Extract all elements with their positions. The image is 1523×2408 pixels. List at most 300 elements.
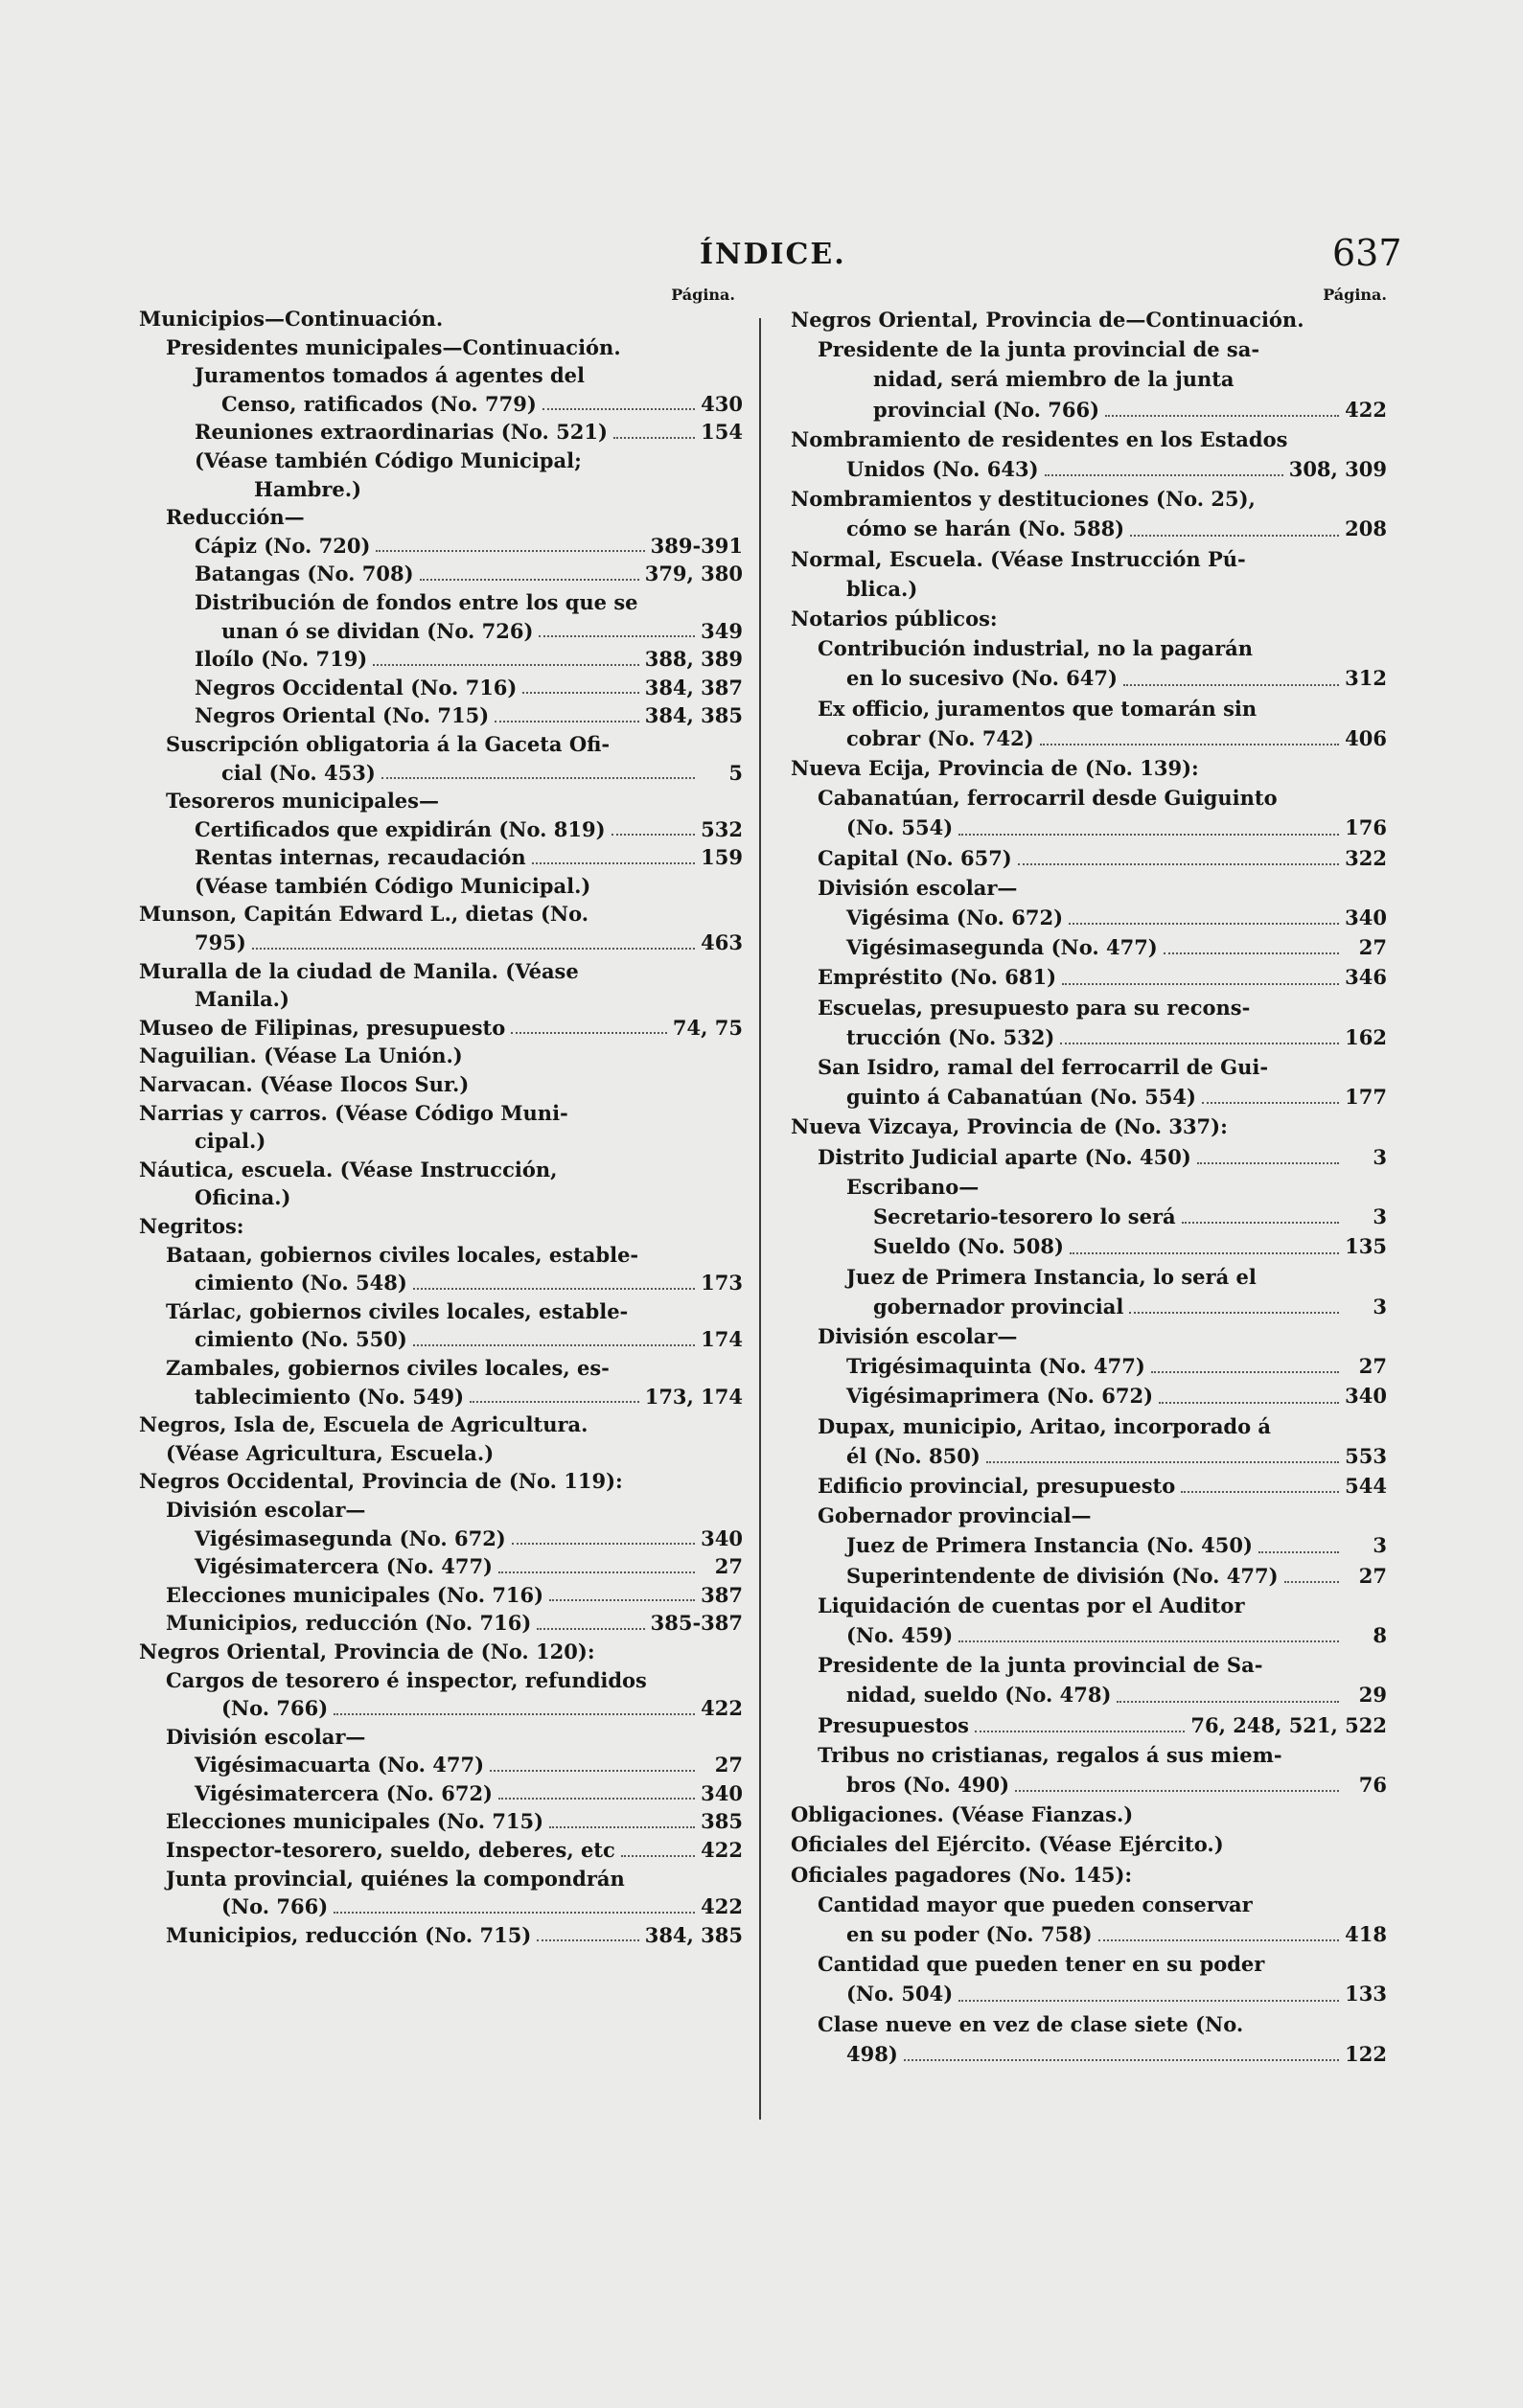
dot-leader bbox=[1105, 415, 1339, 417]
entry-text: Tribus no cristianas, regalos á sus miem- bbox=[818, 1742, 1282, 1767]
index-entry bbox=[139, 985, 743, 1014]
index-entry bbox=[791, 1441, 1387, 1471]
index-entry bbox=[139, 1552, 743, 1581]
index-entry bbox=[791, 1142, 1387, 1172]
index-entry bbox=[139, 1410, 743, 1439]
entry-text: San Isidro, ramal del ferrocarril de Gui- bbox=[818, 1055, 1269, 1080]
entry-page-ref: 159 bbox=[701, 845, 743, 870]
index-entry bbox=[791, 604, 1387, 633]
index-entry bbox=[791, 1829, 1387, 1859]
entry-page-ref: 176 bbox=[1345, 815, 1387, 840]
entry-text: Cantidad que pueden tener en su poder bbox=[818, 1952, 1265, 1977]
entry-text: Cápiz (No. 720) bbox=[195, 533, 371, 558]
entry-text: Negros Occidental (No. 716) bbox=[195, 675, 518, 699]
index-entry bbox=[139, 674, 743, 702]
entry-text: División escolar— bbox=[166, 1724, 366, 1749]
entry-text: Manila.) bbox=[195, 987, 289, 1012]
entry-text: en lo sucesivo (No. 647) bbox=[846, 666, 1118, 691]
entry-page-ref: 174 bbox=[701, 1327, 743, 1352]
dot-leader bbox=[613, 437, 695, 439]
entry-text: bros (No. 490) bbox=[846, 1772, 1010, 1797]
entry-text: Liquidación de cuentas por el Auditor bbox=[818, 1593, 1245, 1617]
index-entry bbox=[791, 723, 1387, 753]
entry-text: provincial (No. 766) bbox=[873, 397, 1100, 422]
entry-text: 795) bbox=[195, 930, 246, 955]
entry-text: Escuelas, presupuesto para su recons- bbox=[818, 995, 1251, 1020]
entry-page-ref: 422 bbox=[701, 1696, 743, 1721]
index-entry bbox=[791, 1202, 1387, 1231]
dot-leader bbox=[1040, 744, 1339, 745]
dot-leader bbox=[1197, 1162, 1339, 1164]
index-entry bbox=[791, 1890, 1387, 1919]
entry-page-ref: 322 bbox=[1345, 845, 1387, 870]
entry-text: cimiento (No. 550) bbox=[195, 1327, 407, 1352]
dot-leader bbox=[1015, 1790, 1339, 1792]
entry-page-ref: 388, 389 bbox=[644, 647, 743, 672]
entry-text: Junta provincial, quiénes la compondrán bbox=[166, 1866, 625, 1891]
entry-text: Elecciones municipales (No. 716) bbox=[166, 1582, 544, 1607]
entry-text: Trigésimaquinta (No. 477) bbox=[846, 1354, 1145, 1379]
index-entry bbox=[139, 1666, 743, 1695]
dot-leader bbox=[532, 862, 695, 864]
index-entry bbox=[139, 560, 743, 588]
entry-text: guinto á Cabanatúan (No. 554) bbox=[846, 1085, 1196, 1110]
index-entry bbox=[139, 1609, 743, 1638]
index-entry bbox=[791, 1411, 1387, 1441]
entry-text: Vigésimasegunda (No. 477) bbox=[846, 935, 1158, 960]
entry-text: 498) bbox=[846, 2041, 898, 2066]
entry-page-ref: 27 bbox=[1358, 1563, 1387, 1588]
index-entry bbox=[139, 645, 743, 674]
index-entry bbox=[791, 783, 1387, 813]
entry-text: Muralla de la ciudad de Manila. (Véase bbox=[139, 958, 579, 983]
index-entry bbox=[139, 1325, 743, 1354]
entry-text: Iloílo (No. 719) bbox=[195, 647, 368, 672]
entry-text: tablecimiento (No. 549) bbox=[195, 1384, 465, 1409]
entry-page-ref: 340 bbox=[701, 1525, 743, 1550]
running-title: ÍNDICE. bbox=[700, 238, 846, 271]
entry-text: Presidente de la junta provincial de sa- bbox=[818, 337, 1260, 362]
index-entry bbox=[791, 1770, 1387, 1800]
entry-text: División escolar— bbox=[818, 1323, 1018, 1348]
entry-text: Presidente de la junta provincial de Sa- bbox=[818, 1653, 1263, 1678]
index-entry bbox=[139, 759, 743, 788]
entry-page-ref: 154 bbox=[701, 420, 743, 445]
dot-leader bbox=[1018, 863, 1339, 865]
entry-text: cómo se harán (No. 588) bbox=[846, 516, 1125, 541]
entry-text: Vigésimaprimera (No. 672) bbox=[846, 1384, 1154, 1409]
entry-text: Zambales, gobiernos civiles locales, es- bbox=[166, 1355, 610, 1380]
entry-page-ref: 29 bbox=[1358, 1683, 1387, 1708]
entry-text: Obligaciones. (Véase Fianzas.) bbox=[791, 1802, 1134, 1827]
dot-leader bbox=[537, 1939, 638, 1941]
index-entry bbox=[139, 1694, 743, 1723]
index-entry bbox=[791, 1351, 1387, 1381]
index-entry bbox=[139, 1269, 743, 1297]
index-entry bbox=[791, 424, 1387, 454]
dot-leader bbox=[334, 1713, 695, 1715]
index-entry bbox=[791, 1979, 1387, 2008]
entry-text: División escolar— bbox=[166, 1497, 366, 1522]
index-entry bbox=[139, 1723, 743, 1752]
entry-text: Cargos de tesorero é inspector, refundidos bbox=[166, 1667, 647, 1692]
index-entry bbox=[139, 1212, 743, 1241]
index-entry bbox=[791, 544, 1387, 574]
entry-text: Censo, ratificados (No. 779) bbox=[221, 391, 537, 416]
entry-text: Negros, Isla de, Escuela de Agricultura. bbox=[139, 1412, 588, 1437]
entry-text: Negritos: bbox=[139, 1214, 244, 1238]
page-header bbox=[0, 232, 1523, 280]
entry-text: Edificio provincial, presupuesto bbox=[818, 1473, 1176, 1498]
index-entry bbox=[139, 957, 743, 986]
index-entry bbox=[139, 1921, 743, 1950]
dot-leader bbox=[1164, 952, 1339, 954]
index-entry bbox=[791, 633, 1387, 663]
index-entry bbox=[139, 1354, 743, 1383]
entry-page-ref: 463 bbox=[701, 930, 743, 955]
index-entry bbox=[791, 1381, 1387, 1410]
entry-page-ref: 340 bbox=[1345, 906, 1387, 930]
entry-page-ref: 3 bbox=[1373, 1533, 1387, 1558]
index-entry bbox=[791, 1172, 1387, 1202]
index-entry bbox=[139, 701, 743, 730]
entry-text: Sueldo (No. 508) bbox=[873, 1234, 1064, 1259]
dot-leader bbox=[1117, 1701, 1339, 1703]
index-entry bbox=[791, 1680, 1387, 1709]
entry-page-ref: 389-391 bbox=[650, 533, 743, 558]
entry-text: Negros Oriental (No. 715) bbox=[195, 703, 490, 728]
index-entry bbox=[139, 418, 743, 447]
entry-page-ref: 422 bbox=[701, 1894, 743, 1919]
dot-leader bbox=[490, 1770, 695, 1772]
index-entry bbox=[791, 395, 1387, 424]
index-entry bbox=[139, 1156, 743, 1184]
entry-page-ref: 385 bbox=[701, 1809, 743, 1834]
index-entry bbox=[791, 305, 1387, 334]
entry-text: Suscripción obligatoria á la Gaceta Ofi- bbox=[166, 731, 611, 756]
index-entry bbox=[791, 1052, 1387, 1082]
entry-page-ref: 162 bbox=[1345, 1024, 1387, 1049]
index-entry bbox=[791, 1800, 1387, 1829]
index-entry bbox=[139, 1836, 743, 1865]
dot-leader bbox=[470, 1401, 639, 1403]
index-entry bbox=[791, 1022, 1387, 1052]
entry-text: Oficina.) bbox=[195, 1185, 291, 1210]
index-entry bbox=[139, 787, 743, 815]
dot-leader bbox=[1202, 1102, 1339, 1104]
entry-text: Oficiales del Ejército. (Véase Ejército.) bbox=[791, 1832, 1224, 1857]
entry-text: Municipios, reducción (No. 715) bbox=[166, 1922, 532, 1947]
index-entry bbox=[791, 1501, 1387, 1530]
index-entry bbox=[139, 1779, 743, 1808]
index-entry bbox=[139, 1467, 743, 1496]
entry-text: (No. 554) bbox=[846, 815, 954, 840]
dot-leader bbox=[958, 1640, 1339, 1642]
index-entry bbox=[791, 813, 1387, 842]
index-entry bbox=[139, 843, 743, 872]
entry-page-ref: 430 bbox=[701, 391, 743, 416]
index-entry bbox=[791, 2009, 1387, 2039]
entry-text: trucción (No. 532) bbox=[846, 1024, 1055, 1049]
index-entry bbox=[139, 1807, 743, 1836]
entry-page-ref: 340 bbox=[701, 1780, 743, 1805]
index-entry bbox=[791, 1919, 1387, 1949]
entry-page-ref: 177 bbox=[1345, 1085, 1387, 1110]
entry-page-ref: 27 bbox=[714, 1554, 743, 1579]
dot-leader bbox=[904, 2059, 1339, 2061]
index-entry bbox=[791, 1112, 1387, 1141]
dot-leader bbox=[537, 1628, 644, 1630]
entry-text: Juez de Primera Instancia (No. 450) bbox=[846, 1533, 1253, 1558]
entry-page-ref: 135 bbox=[1345, 1234, 1387, 1259]
entry-text: Presupuestos bbox=[818, 1712, 969, 1737]
entry-page-ref: 406 bbox=[1345, 725, 1387, 750]
dot-leader bbox=[549, 1826, 695, 1828]
dot-leader bbox=[498, 1798, 695, 1800]
entry-text: Hambre.) bbox=[254, 476, 362, 501]
index-entry bbox=[791, 1650, 1387, 1680]
index-entry bbox=[139, 1751, 743, 1779]
index-entry bbox=[791, 1740, 1387, 1770]
entry-page-ref: 173 bbox=[701, 1271, 743, 1296]
index-entry bbox=[139, 447, 743, 475]
index-entry bbox=[791, 2039, 1387, 2069]
entry-text: Unidos (No. 643) bbox=[846, 457, 1039, 482]
entry-page-ref: 27 bbox=[1358, 935, 1387, 960]
entry-text: Nombramiento de residentes en los Estados bbox=[791, 426, 1288, 451]
dot-leader bbox=[1045, 474, 1283, 476]
index-entry bbox=[139, 1183, 743, 1212]
index-entry bbox=[139, 1892, 743, 1921]
entry-page-ref: 384, 385 bbox=[644, 1922, 743, 1947]
entry-page-ref: 346 bbox=[1345, 965, 1387, 990]
dot-leader bbox=[381, 777, 695, 779]
entry-text: Dupax, municipio, Aritao, incorporado á bbox=[818, 1413, 1272, 1438]
index-entry bbox=[139, 929, 743, 957]
entry-page-ref: 76 bbox=[1358, 1772, 1387, 1797]
dot-leader bbox=[376, 550, 644, 552]
entry-text: Náutica, escuela. (Véase Instrucción, bbox=[139, 1157, 558, 1181]
entry-text: (No. 459) bbox=[846, 1622, 954, 1647]
entry-text: Nombramientos y destituciones (No. 25), bbox=[791, 487, 1256, 512]
dot-leader bbox=[1060, 1043, 1339, 1044]
dot-leader bbox=[373, 664, 638, 666]
dot-leader bbox=[986, 1461, 1339, 1463]
dot-leader bbox=[958, 2000, 1339, 2002]
entry-page-ref: 173, 174 bbox=[644, 1384, 743, 1409]
index-entry bbox=[139, 1042, 743, 1070]
index-entry bbox=[791, 514, 1387, 543]
index-entry bbox=[139, 475, 743, 504]
entry-text: Museo de Filipinas, presupuesto bbox=[139, 1015, 506, 1040]
entry-text: en su poder (No. 758) bbox=[846, 1921, 1093, 1946]
entry-page-ref: 3 bbox=[1373, 1144, 1387, 1169]
entry-page-ref: 8 bbox=[1373, 1622, 1387, 1647]
entry-text: cipal.) bbox=[195, 1129, 266, 1154]
entry-text: Distrito Judicial aparte (No. 450) bbox=[818, 1144, 1191, 1169]
dot-leader bbox=[498, 1571, 695, 1573]
entry-text: Vigésimacuarta (No. 477) bbox=[195, 1753, 485, 1777]
entry-text: Reuniones extraordinarias (No. 521) bbox=[195, 420, 608, 445]
entry-text: (Véase también Código Municipal.) bbox=[195, 873, 591, 898]
entry-text: Vigésimasegunda (No. 672) bbox=[195, 1525, 506, 1550]
index-entry bbox=[139, 333, 743, 362]
index-column-left bbox=[139, 287, 743, 1949]
dot-leader bbox=[1159, 1402, 1339, 1404]
dot-leader bbox=[1151, 1371, 1339, 1373]
entry-text: Certificados que expidirán (No. 819) bbox=[195, 816, 606, 841]
index-entry bbox=[139, 1241, 743, 1270]
index-entry bbox=[791, 1591, 1387, 1620]
entry-page-ref: 544 bbox=[1345, 1473, 1387, 1498]
index-entry bbox=[139, 730, 743, 759]
dot-leader bbox=[1284, 1581, 1339, 1583]
entry-text: Notarios públicos: bbox=[791, 607, 998, 631]
dot-leader bbox=[549, 1599, 695, 1601]
index-entry bbox=[791, 1321, 1387, 1351]
index-entry bbox=[139, 1496, 743, 1525]
index-entry bbox=[139, 532, 743, 561]
entry-page-ref: 349 bbox=[701, 618, 743, 643]
entry-text: Capital (No. 657) bbox=[818, 845, 1012, 870]
entry-text: Vigésimatercera (No. 672) bbox=[195, 1780, 493, 1805]
index-entry bbox=[139, 1127, 743, 1156]
entry-text: Bataan, gobiernos civiles locales, estable- bbox=[166, 1242, 639, 1267]
index-entry bbox=[139, 1383, 743, 1411]
dot-leader bbox=[612, 834, 695, 836]
page-number: 637 bbox=[1332, 232, 1402, 274]
index-column-right bbox=[791, 287, 1387, 2069]
entry-page-ref: 3 bbox=[1373, 1294, 1387, 1319]
entry-text: Cabanatúan, ferrocarril desde Guiguinto bbox=[818, 786, 1278, 811]
entry-text: Municipios—Continuación. bbox=[139, 307, 444, 331]
entry-page-ref: 422 bbox=[1345, 397, 1387, 422]
entry-text: Nueva Ecija, Provincia de (No. 139): bbox=[791, 756, 1199, 781]
dot-leader bbox=[1258, 1551, 1339, 1553]
entry-text: Rentas internas, recaudación bbox=[195, 845, 526, 870]
index-entry bbox=[791, 962, 1387, 992]
index-entry bbox=[139, 1439, 743, 1468]
dot-leader bbox=[413, 1288, 695, 1290]
index-entry bbox=[791, 873, 1387, 903]
entry-text: Reducción— bbox=[166, 505, 305, 530]
entry-text: nidad, será miembro de la junta bbox=[873, 367, 1235, 392]
dot-leader bbox=[252, 948, 695, 950]
entry-text: gobernador provincial bbox=[873, 1294, 1124, 1319]
index-entry bbox=[791, 364, 1387, 394]
entry-text: Gobernador provincial— bbox=[818, 1503, 1092, 1528]
index-entry bbox=[791, 1710, 1387, 1740]
dot-leader bbox=[511, 1032, 667, 1034]
dot-leader bbox=[621, 1855, 695, 1857]
entry-text: Nueva Vizcaya, Provincia de (No. 337): bbox=[791, 1114, 1228, 1139]
entry-text: Ex officio, juramentos que tomarán sin bbox=[818, 696, 1258, 721]
dot-leader bbox=[1098, 1939, 1339, 1941]
index-entry bbox=[791, 932, 1387, 962]
entry-text: Narvacan. (Véase Ilocos Sur.) bbox=[139, 1072, 470, 1097]
entry-page-ref: 133 bbox=[1345, 1982, 1387, 2007]
index-entry bbox=[791, 1231, 1387, 1261]
index-entry bbox=[139, 361, 743, 390]
entry-page-ref: 553 bbox=[1345, 1443, 1387, 1468]
entry-page-ref: 384, 387 bbox=[644, 675, 743, 699]
entry-page-ref: 5 bbox=[728, 760, 743, 785]
entry-text: cobrar (No. 742) bbox=[846, 725, 1034, 750]
entry-text: (Véase Agricultura, Escuela.) bbox=[166, 1440, 495, 1465]
entry-text: Elecciones municipales (No. 715) bbox=[166, 1809, 544, 1834]
entry-page-ref: 379, 380 bbox=[644, 562, 743, 586]
entry-page-ref: 385-387 bbox=[650, 1611, 743, 1636]
entry-text: Narrias y carros. (Véase Código Muni- bbox=[139, 1100, 568, 1125]
entry-text: Tesoreros municipales— bbox=[166, 789, 439, 814]
dot-leader bbox=[413, 1344, 695, 1346]
entry-page-ref: 384, 385 bbox=[644, 703, 743, 728]
column-divider bbox=[759, 318, 761, 2120]
index-entry bbox=[791, 993, 1387, 1022]
index-entry bbox=[791, 1530, 1387, 1560]
index-entry bbox=[791, 484, 1387, 514]
entry-text: Normal, Escuela. (Véase Instrucción Pú- bbox=[791, 546, 1246, 571]
entry-text: Inspector-tesorero, sueldo, deberes, etc bbox=[166, 1838, 615, 1863]
entry-text: Presidentes municipales—Continuación. bbox=[166, 334, 621, 359]
index-entry bbox=[139, 617, 743, 646]
pagina-label: Página. bbox=[671, 286, 735, 304]
entry-text: Contribución industrial, no la pagarán bbox=[818, 636, 1254, 661]
entry-page-ref: 418 bbox=[1345, 1921, 1387, 1946]
dot-leader bbox=[1182, 1222, 1339, 1224]
index-entry bbox=[139, 1638, 743, 1666]
entry-text: Cantidad mayor que pueden conservar bbox=[818, 1892, 1253, 1916]
dot-leader bbox=[495, 721, 639, 722]
dot-leader bbox=[420, 579, 639, 581]
entry-text: Juramentos tomados á agentes del bbox=[195, 363, 585, 388]
index-entry bbox=[791, 574, 1387, 604]
entry-text: Munson, Capitán Edward L., dietas (No. bbox=[139, 902, 589, 927]
index-entry bbox=[791, 1082, 1387, 1112]
dot-leader bbox=[512, 1543, 695, 1545]
index-entry bbox=[791, 334, 1387, 364]
entry-text: Tárlac, gobiernos civiles locales, estable- bbox=[166, 1298, 629, 1323]
entry-text: (No. 766) bbox=[221, 1894, 329, 1919]
index-entry bbox=[791, 694, 1387, 723]
entry-text: Oficiales pagadores (No. 145): bbox=[791, 1862, 1133, 1887]
dot-leader bbox=[958, 834, 1339, 836]
index-entry bbox=[139, 1070, 743, 1099]
entry-text: blica.) bbox=[846, 576, 918, 601]
entry-page-ref: 308, 309 bbox=[1288, 457, 1387, 482]
pagina-label: Página. bbox=[1323, 286, 1387, 304]
entry-text: Negros Occidental, Provincia de (No. 119): bbox=[139, 1469, 623, 1494]
entry-page-ref: 532 bbox=[701, 816, 743, 841]
entry-page-ref: 122 bbox=[1345, 2041, 1387, 2066]
entry-text: Negros Oriental, Provincia de—Continuación. bbox=[791, 308, 1304, 332]
entry-text: Distribución de fondos entre los que se bbox=[195, 589, 638, 614]
index-entry bbox=[791, 903, 1387, 932]
dot-leader bbox=[1130, 535, 1339, 537]
index-entry bbox=[139, 815, 743, 844]
entry-text: nidad, sueldo (No. 478) bbox=[846, 1683, 1112, 1708]
entry-page-ref: 27 bbox=[1358, 1354, 1387, 1379]
index-entry bbox=[791, 1561, 1387, 1591]
index-entry bbox=[791, 1262, 1387, 1292]
dot-leader bbox=[542, 408, 695, 410]
entry-page-ref: 208 bbox=[1345, 516, 1387, 541]
entry-text: (No. 766) bbox=[221, 1696, 329, 1721]
entry-page-ref: 76, 248, 521, 522 bbox=[1190, 1712, 1387, 1737]
dot-leader bbox=[1062, 983, 1339, 985]
entry-text: Naguilian. (Véase La Unión.) bbox=[139, 1043, 463, 1068]
dot-leader bbox=[975, 1731, 1185, 1732]
